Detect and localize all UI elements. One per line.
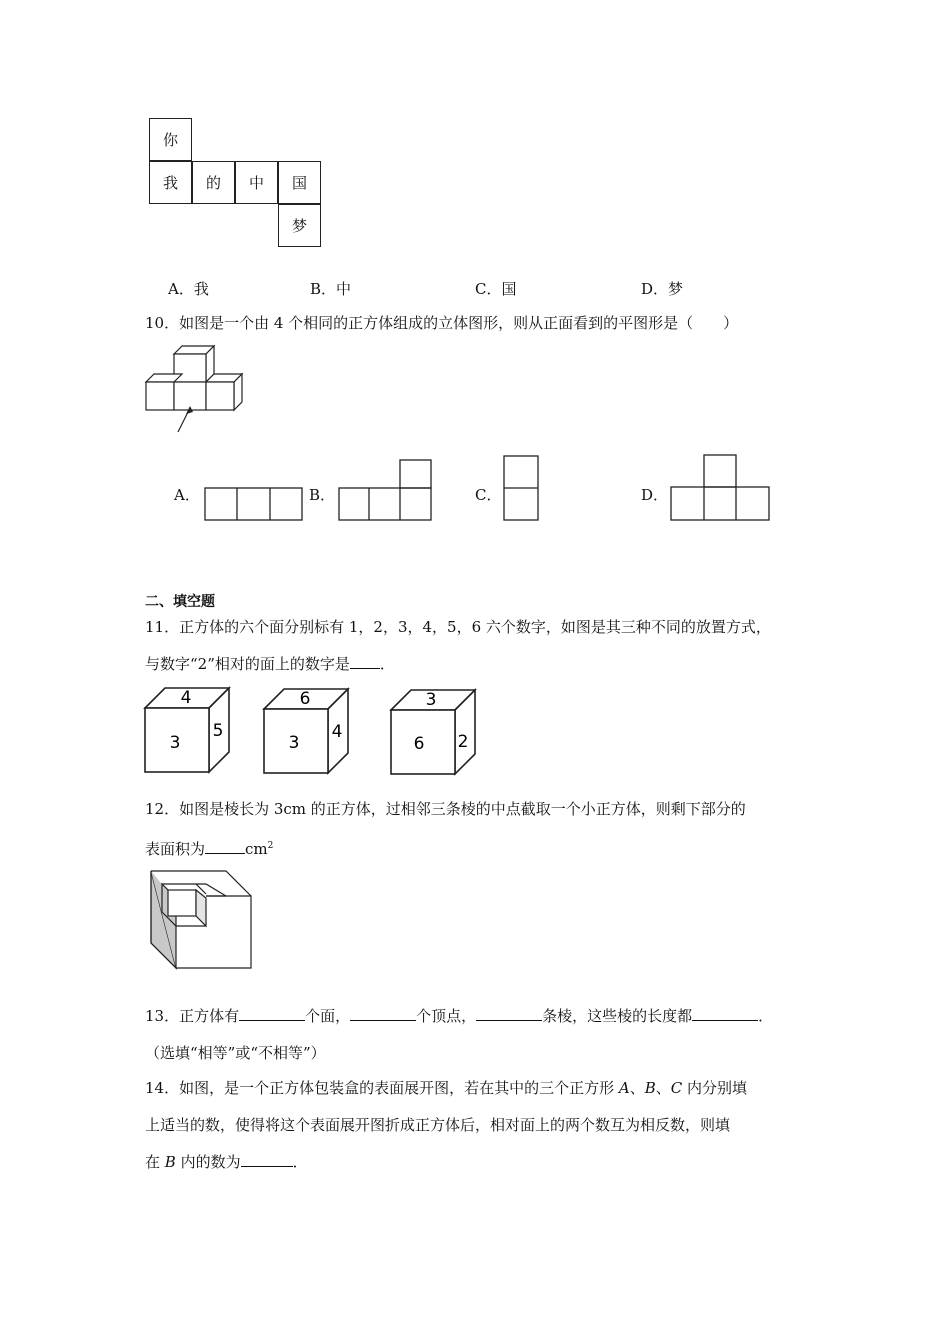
q10-option-d-label: D． (641, 486, 669, 504)
q10-option-d-figure (670, 454, 774, 524)
q13-text-3: 个顶点， (416, 1007, 477, 1025)
q14-label-a: A (618, 1079, 630, 1097)
q12-cut-cube-figure (148, 868, 258, 972)
q14-label-b: B (644, 1079, 656, 1097)
net-cell-2: 我 (149, 161, 192, 204)
q10-option-c-label: C． (475, 486, 502, 504)
q12-answer-blank[interactable] (205, 853, 245, 854)
q14-label-b-2: B (164, 1153, 176, 1171)
q11-cube-2-top: 6 (299, 689, 311, 709)
q11-cube-1-right: 5 (212, 721, 224, 741)
q10-option-a-label: A． (174, 486, 200, 504)
q10-option-b-label: B． (309, 486, 336, 504)
q14-text-4: 内的数为 (175, 1153, 241, 1171)
q9-option-d: D．梦 (641, 280, 684, 298)
q11-cube-1-top: 4 (180, 688, 192, 708)
q12-line1: 12．如图是棱长为 3cm 的正方体，过相邻三条棱的中点截取一个小正方体，则剩下部分的 (145, 800, 746, 818)
q11-line2 (145, 654, 395, 674)
q14-sep-2: 、 (655, 1079, 671, 1097)
q14-text-5: ． (292, 1153, 308, 1171)
q9-option-a: A．我 (168, 280, 209, 298)
q11-line1: 11．正方体的六个面分别标有 1，2，3，4，5，6 六个数字，如图是其三种不同的放置方式， (145, 618, 771, 636)
q14-text-3: 在 (145, 1153, 165, 1171)
section-title-fill-in: 二、填空题 (145, 594, 215, 610)
q13-text-4: 条棱，这些棱的长度都 (542, 1007, 693, 1025)
q12-unit: cm (245, 840, 268, 858)
q12-unit-sup: 2 (267, 841, 274, 851)
q10-option-c-figure (503, 455, 543, 523)
q11-cube-1-front: 3 (169, 733, 181, 753)
q14-text-1: 14．如图，是一个正方体包装盒的表面展开图，若在其中的三个正方形 (145, 1079, 619, 1097)
q14-line3 (145, 1152, 308, 1172)
q11-cube-2-front: 3 (288, 733, 300, 753)
q13-line1 (145, 1006, 773, 1026)
q14-text-2: 内分别填 (682, 1079, 748, 1097)
net-cell-6: 梦 (278, 204, 321, 247)
q11-cube-3-front: 6 (413, 734, 425, 754)
q14-line1 (145, 1078, 747, 1098)
q11-cube-1 (143, 686, 235, 776)
net-cell-5: 国 (278, 161, 321, 204)
q12-line2 (145, 836, 273, 859)
q11-cube-3-top: 3 (425, 690, 437, 710)
net-cell-3: 的 (192, 161, 235, 204)
q13-blank-faces[interactable] (239, 1020, 305, 1021)
q9-option-c: C．国 (475, 280, 517, 298)
q11-cube-3-right: 2 (457, 732, 469, 752)
q13-text-1: 13．正方体有 (145, 1007, 240, 1025)
q11-answer-blank[interactable] (350, 668, 380, 669)
q9-option-b: B．中 (310, 280, 352, 298)
q11-cube-3 (389, 688, 481, 778)
q10-option-a-figure (204, 487, 304, 523)
q13-blank-vertices[interactable] (350, 1020, 416, 1021)
q14-answer-blank[interactable] (241, 1166, 293, 1167)
q13-blank-edges[interactable] (476, 1020, 542, 1021)
q12-line2-text: 表面积为 (145, 840, 206, 858)
q13-line2: （选填“相等”或“不相等”） (145, 1044, 326, 1062)
q10-option-b-figure (338, 459, 434, 523)
q13-blank-length[interactable] (692, 1020, 758, 1021)
net-cell-1: 你 (149, 118, 192, 161)
q14-line2: 上适当的数，使得将这个表面展开图折成正方体后，相对面上的两个数互为相反数，则填 (145, 1116, 731, 1134)
q11-line2-text: 与数字“2”相对的面上的数字是 (145, 655, 350, 673)
net-cell-4: 中 (235, 161, 278, 204)
q10-stem: 10．如图是一个由 4 个相同的正方体组成的立体图形，则从正面看到的平图形是（ ） (145, 314, 739, 332)
q11-line2-end: ． (379, 655, 395, 673)
q14-label-c: C (670, 1079, 683, 1097)
q10-solid-figure (140, 340, 250, 440)
q13-text-5: ． (758, 1007, 774, 1025)
q11-cube-2 (262, 687, 354, 777)
q14-sep-1: 、 (629, 1079, 645, 1097)
q11-cube-2-right: 4 (331, 722, 343, 742)
q13-text-2: 个面， (305, 1007, 351, 1025)
